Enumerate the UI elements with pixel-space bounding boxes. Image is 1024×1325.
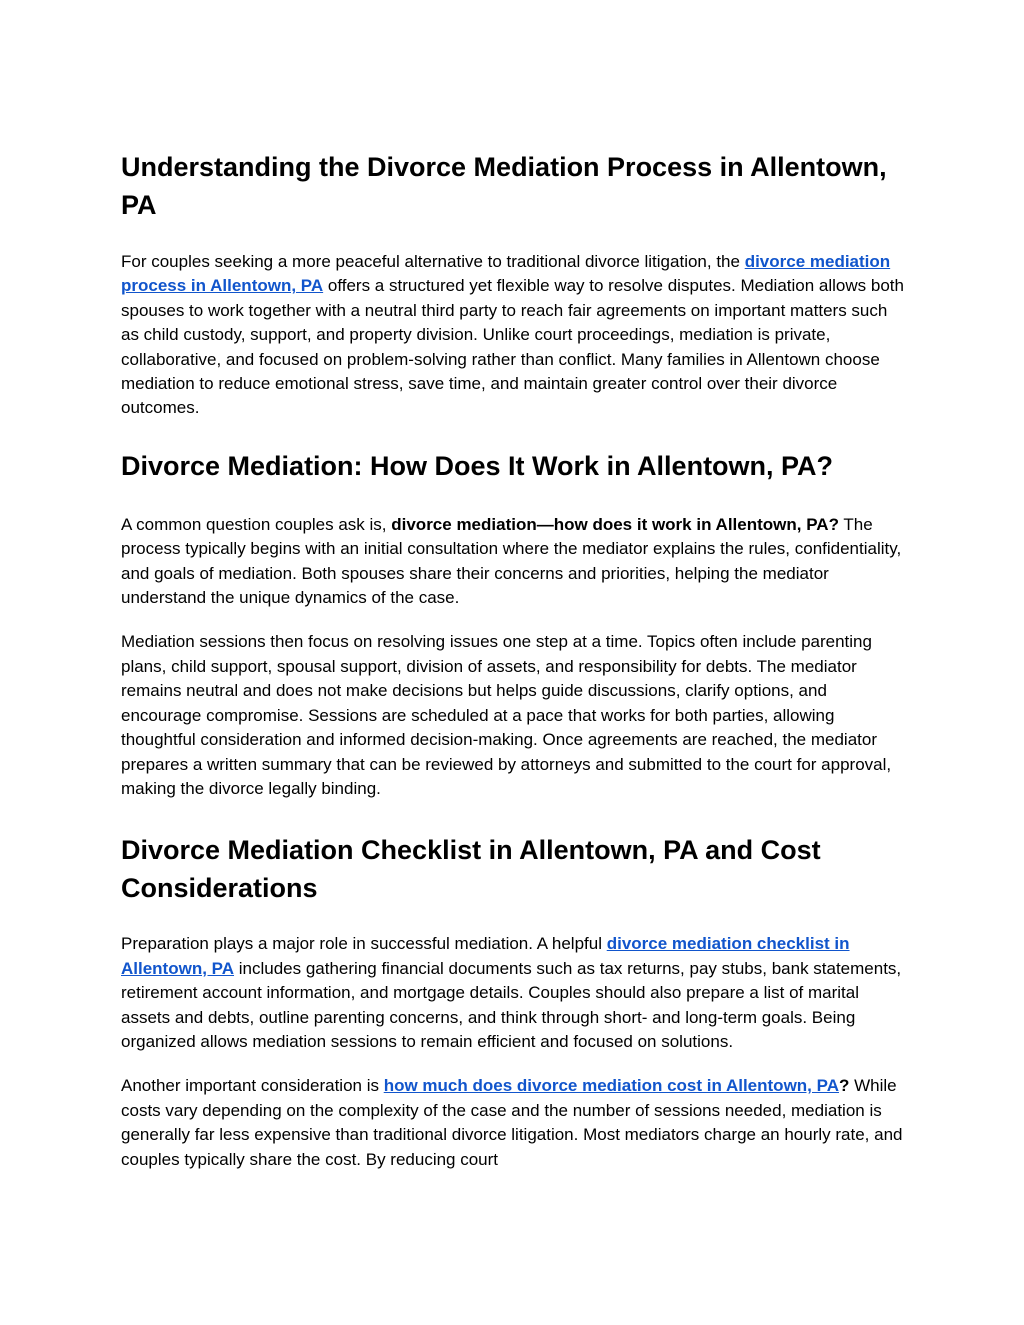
paragraph-common-question-text-start: A common question couples ask is,: [121, 514, 392, 534]
paragraph-cost-text-end: While costs vary depending on the complexity of the case and the number of sessions needed, mediation is generally far less expensive than traditional divorce litigation. Most mediators charge an hourly rate, and couples typically share the cost. By reducing court: [121, 1076, 903, 1169]
link-divorce-mediation-cost[interactable]: how much does divorce mediation cost in Allentown, PA: [383, 1076, 839, 1096]
heading-checklist-cost: Divorce Mediation Checklist in Allentown, PA and Cost Considerations: [121, 835, 821, 904]
paragraph-common-question-text-end: The process typically begins with an initial consultation where the mediator explains the rules, confidentiality, and goals of mediation. Both spouses share their concerns and priorities, helping the mediator understand the unique dynamics of the case.: [121, 514, 902, 608]
paragraph-cost-text-start: Another important consideration is: [121, 1076, 384, 1096]
paragraph-preparation: [121, 932, 906, 1054]
paragraph-intro-text-end: offers a structured yet flexible way to resolve disputes. Mediation allows both spouses to work together with a neutral third party to reach fair agreements on important matters such as child custody, support, and property division. Unlike court proceedings, mediation is private, collaborative, and focused on problem-solving rather than conflict. Many families in Allentown choose mediation to reduce emotional stress, save time, and maintain greater control over their divorce outcomes.: [121, 276, 904, 418]
heading-how-does-it-work: Divorce Mediation: How Does It Work in Allentown, PA?: [121, 450, 834, 481]
link-divorce-mediation-checklist[interactable]: divorce mediation checklist in Allentown, PA: [121, 934, 850, 978]
paragraph-mediation-sessions: Mediation sessions then focus on resolving issues one step at a time. Topics often include parenting plans, child support, spousal support, division of assets, and responsibility for debts. The mediator remains neutral and does not make decisions but helps guide discussions, clarify options, and encourage compromise. Sessions are scheduled at a pace that works for both parties, allowing thoughtful consideration and informed decision-making. Once agreements are reached, the mediator prepares a written summary that can be reviewed by attorneys and submitted to the court for approval, making the divorce legally binding.: [121, 632, 892, 798]
paragraph-common-question: [121, 513, 906, 611]
paragraph-preparation-text-start: Preparation plays a major role in successful mediation. A helpful: [121, 934, 607, 954]
paragraph-intro-text-start: For couples seeking a more peaceful alternative to traditional divorce litigation, the: [121, 252, 745, 271]
paragraph-cost: [121, 1074, 906, 1172]
bold-question: divorce mediation—how does it work in Allentown, PA?: [391, 514, 839, 534]
document-page: [121, 148, 906, 1172]
link-divorce-mediation-process[interactable]: divorce mediation process in Allentown, PA: [121, 252, 891, 296]
paragraph-intro: [121, 250, 906, 421]
heading-understanding-process: Understanding the Divorce Mediation Process in Allentown, PA: [121, 152, 887, 220]
paragraph-preparation-text-end: includes gathering financial documents such as tax returns, pay stubs, bank statements, retirement account information, and mortgage details. Couples should also prepare a list of marital assets and debts, outline parenting concerns, and think through short- and long-term goals. Being organized allows mediation sessions to remain efficient and focused on solutions.: [121, 958, 902, 1051]
bold-question-mark: ?: [838, 1076, 850, 1096]
